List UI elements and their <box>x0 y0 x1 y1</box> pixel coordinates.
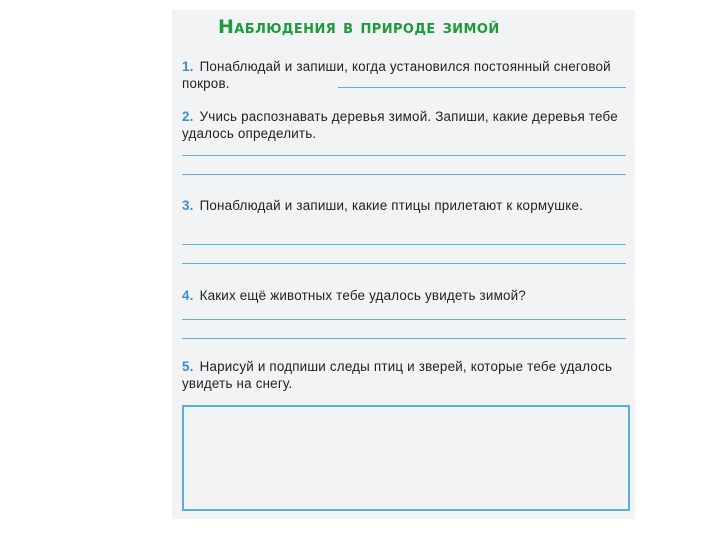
task-1-number: 1. <box>182 59 194 74</box>
worksheet-title: Наблюдения в природе зимой <box>218 16 500 38</box>
task-4-number: 4. <box>182 288 194 303</box>
task-1-text: Понаблюдай и запиши, когда установился постоянный снеговой покров. <box>182 59 611 91</box>
task-5-number: 5. <box>182 359 194 374</box>
answer-line[interactable] <box>182 244 626 245</box>
task-5-text: Нарисуй и подпиши следы птиц и зверей, которые тебе удалось увидеть на снегу. <box>182 359 613 391</box>
task-3-number: 3. <box>182 198 194 213</box>
answer-line[interactable] <box>182 155 626 156</box>
answer-line[interactable] <box>338 87 626 88</box>
task-3-text: Понаблюдай и запиши, какие птицы прилетают к кормушке. <box>199 198 584 213</box>
task-5 <box>182 358 628 392</box>
task-4 <box>182 287 628 304</box>
task-4-text: Каких ещё животных тебе удалось увидеть зимой? <box>199 288 526 303</box>
task-2 <box>182 108 628 142</box>
task-3 <box>182 197 628 214</box>
answer-line[interactable] <box>182 319 626 320</box>
answer-line[interactable] <box>182 338 626 339</box>
task-2-text: Учись распознавать деревья зимой. Запиши, какие деревья тебе удалось определить. <box>182 109 618 141</box>
answer-line[interactable] <box>182 174 626 175</box>
answer-line[interactable] <box>182 263 626 264</box>
drawing-area[interactable] <box>182 405 630 511</box>
task-2-number: 2. <box>182 109 194 124</box>
